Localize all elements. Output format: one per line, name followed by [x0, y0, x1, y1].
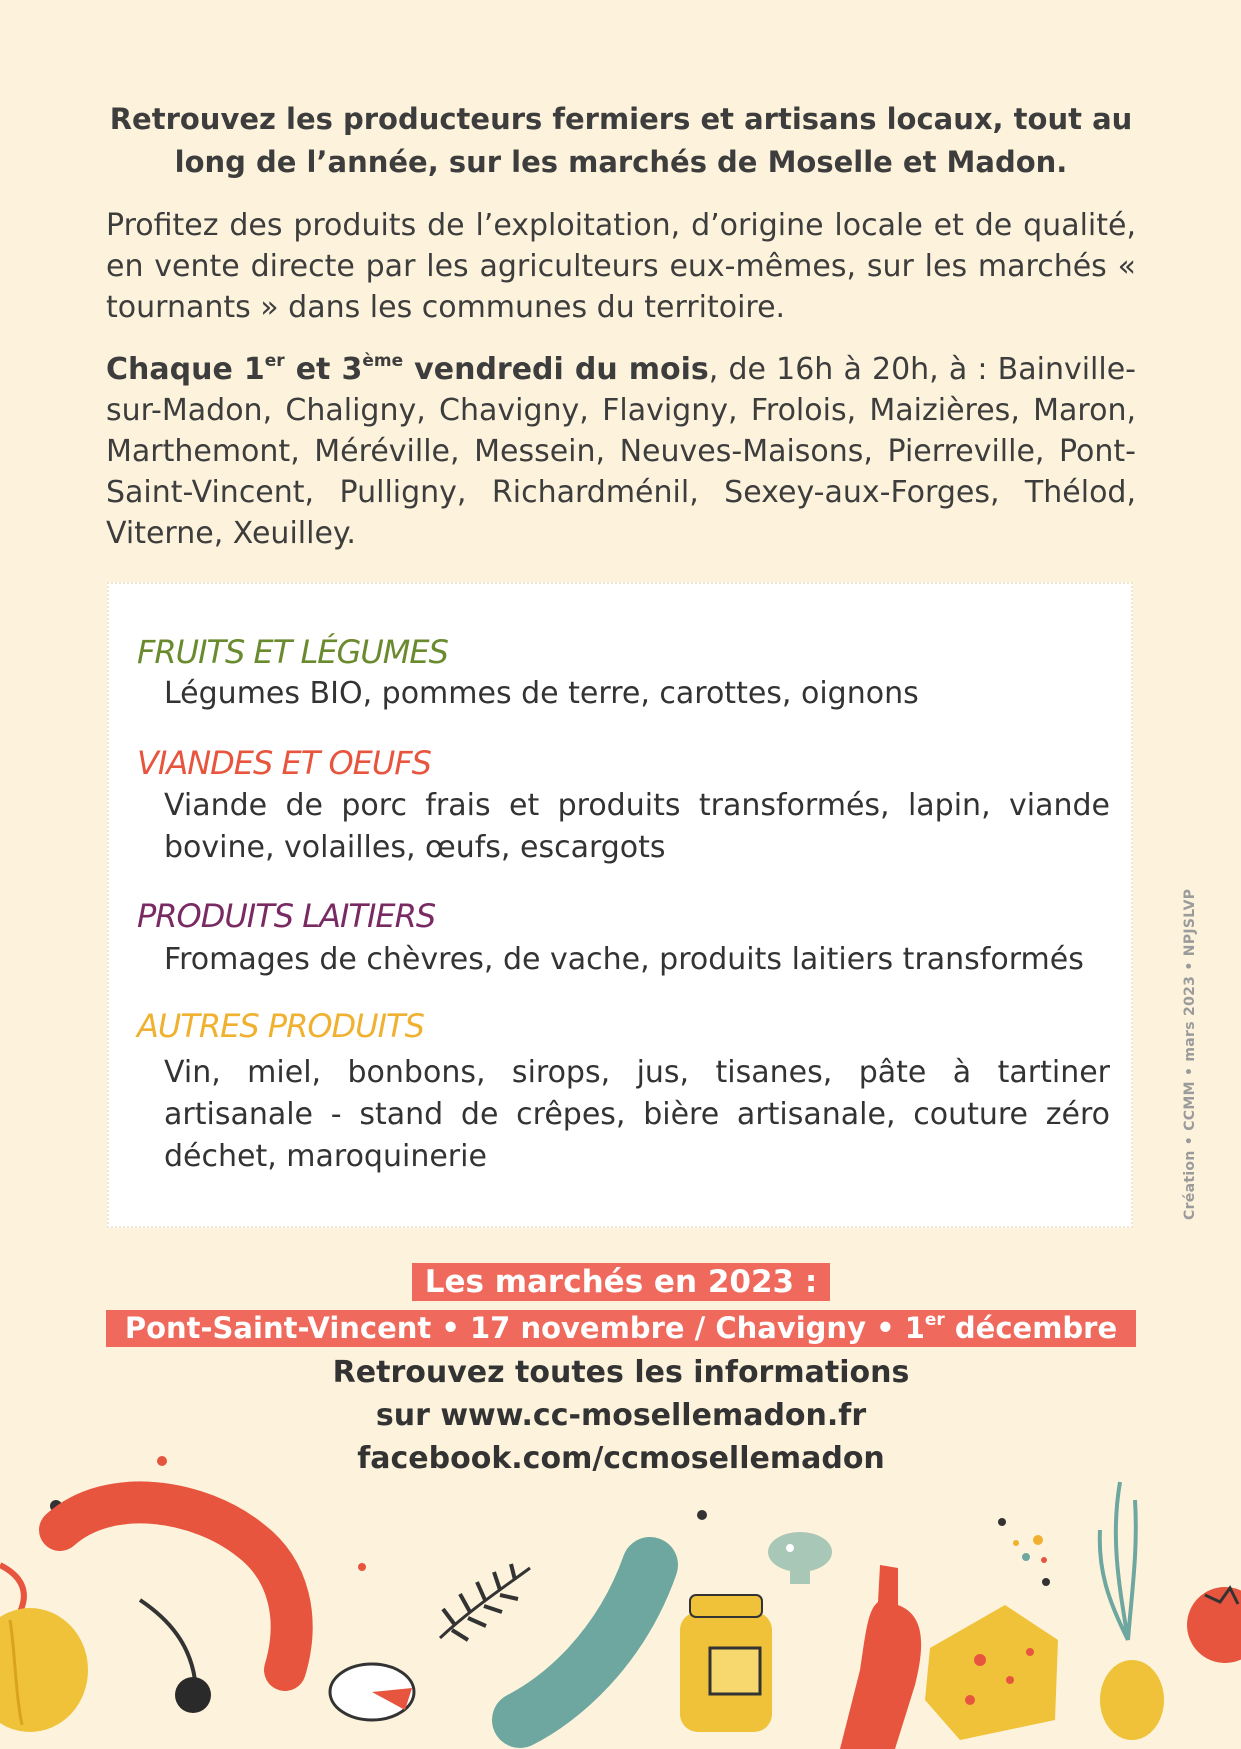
schedule-et: et 3	[284, 352, 363, 387]
tomato-icon	[1187, 1587, 1241, 1663]
category-title-autres: AUTRES PRODUITS	[137, 1007, 424, 1045]
schedule-communes: , de 16h à 20h, à : Bainville-sur-Madon, Chaligny, Chavigny, Flavigny, Frolois, Maizières, Maron, Marthemont, Méréville, Messein, Neuves-Maisons, Pierreville, Pont-Saint-Vincent, Pulligny, Richardménil, Sexey-aux-Forges, Thélod, Viterne, Xeuilley.	[106, 352, 1137, 551]
paragraph-schedule	[106, 349, 1136, 554]
category-items-fruits: Légumes BIO, pommes de terre, carottes, oignons	[164, 676, 919, 711]
category-title-laitiers: PRODUITS LAITIERS	[137, 897, 436, 935]
facebook-link[interactable]: facebook.com/ccmosellemadon	[357, 1441, 885, 1476]
dates-part-b: décembre	[944, 1311, 1118, 1345]
credit-text: Création • CCMM • mars 2023 • NPJSLVP	[1182, 888, 1198, 1220]
dot-decoration	[1033, 1535, 1043, 1545]
dot-decoration	[157, 1456, 167, 1466]
mushroom-icon	[768, 1532, 832, 1584]
dot-decoration	[358, 1563, 366, 1571]
rosemary-icon	[440, 1564, 530, 1640]
category-title-fruits: FRUITS ET LÉGUMES	[137, 633, 448, 671]
products-card	[107, 582, 1133, 1228]
schedule-vendredi: vendredi du mois	[403, 352, 709, 387]
dot-decoration	[1013, 1540, 1019, 1546]
onion-icon	[0, 1565, 88, 1732]
cherry-icon	[140, 1600, 211, 1713]
category-items-viandes: Viande de porc frais et produits transformés, lapin, viande bovine, volailles, œufs, escargots	[164, 788, 1110, 865]
wine-bottle-icon	[840, 1565, 921, 1749]
sausage-icon	[60, 1502, 292, 1670]
markets-banner-dates	[106, 1310, 1136, 1347]
schedule-chaque: Chaque 1	[106, 352, 265, 387]
spring-onion-icon	[1100, 1482, 1164, 1740]
dot-decoration	[998, 1518, 1006, 1526]
website-link[interactable]: sur www.cc-mosellemadon.fr	[375, 1398, 867, 1433]
info-line-1: Retrouvez toutes les informations	[332, 1355, 910, 1390]
schedule-sup-eme: ème	[362, 351, 404, 371]
markets-banner-title: Les marchés en 2023 :	[412, 1263, 830, 1301]
dot-decoration	[1042, 1578, 1050, 1586]
jar-icon	[680, 1595, 772, 1732]
intro-line-1: Retrouvez les producteurs fermiers et artisans locaux, tout au	[109, 102, 1133, 136]
food-illustrations	[0, 1390, 1241, 1749]
cucumber-icon	[520, 1565, 650, 1720]
paragraph-products: Profitez des produits de l’exploitation, d’origine locale et de qualité, en vente directe par les agriculteurs eux-mêmes, sur les marchés « tournants » dans les communes du territoire.	[106, 208, 1136, 325]
intro-line-2: long de l’année, sur les marchés de Moselle et Madon.	[174, 145, 1068, 179]
dot-decoration	[697, 1510, 707, 1520]
dates-part-a: Pont-Saint-Vincent • 17 novembre / Chavigny • 1	[124, 1311, 925, 1345]
cheese-wheel-icon	[330, 1664, 414, 1720]
dates-sup-er: er	[924, 1310, 945, 1330]
schedule-sup-er: er	[264, 351, 285, 371]
category-title-viandes: VIANDES ET OEUFS	[137, 744, 431, 782]
cheese-block-icon	[925, 1605, 1058, 1740]
category-items-autres: Vin, miel, bonbons, sirops, jus, tisanes, pâte à tartiner artisanale - stand de crêpes, bière artisanale, couture zéro déchet, maroquinerie	[164, 1055, 1110, 1174]
category-items-laitiers: Fromages de chèvres, de vache, produits laitiers transformés	[164, 942, 1084, 977]
intro-heading	[106, 98, 1136, 184]
dot-decoration	[1041, 1557, 1047, 1563]
dot-decoration	[1022, 1553, 1030, 1561]
